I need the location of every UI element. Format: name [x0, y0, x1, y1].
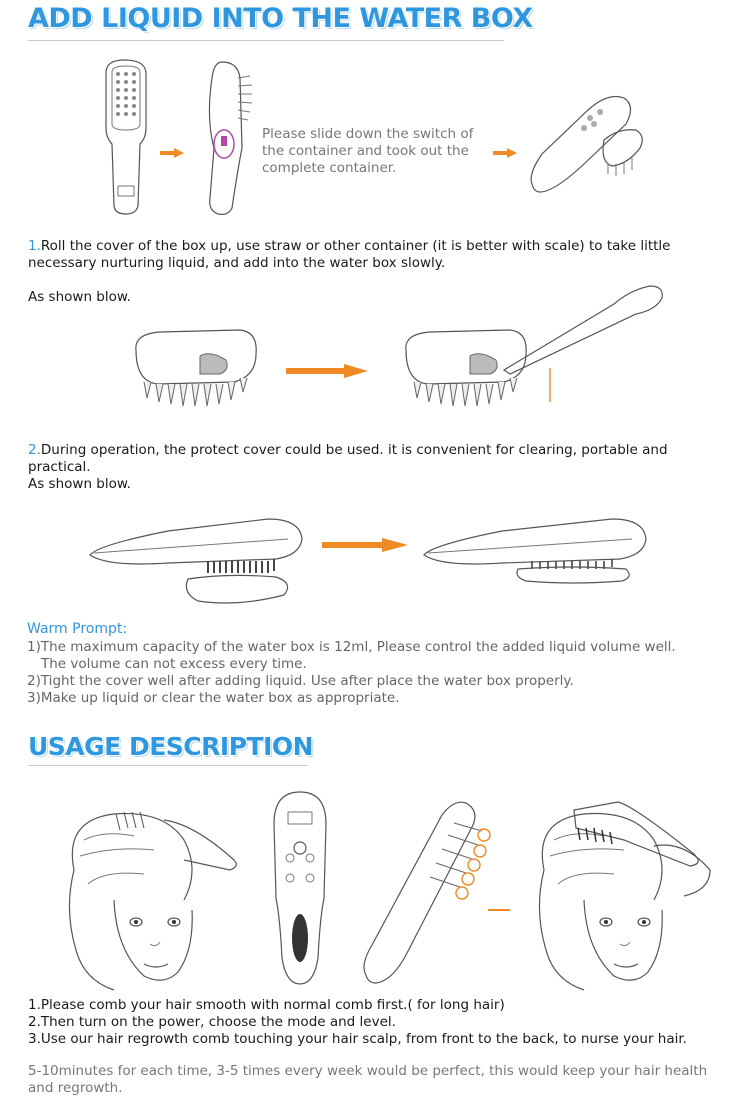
warm-prompt-title: Warm Prompt:	[27, 621, 128, 637]
usage-frequency-note: 5-10minutes for each time, 3-5 times every week would be perfect, this would keep your hair health and regrowth.	[28, 1063, 708, 1096]
heading-rule	[28, 765, 308, 766]
comb-cover-illustration	[88, 515, 308, 610]
comb-front-buttons-illustration	[270, 788, 330, 988]
usage-steps	[28, 997, 728, 1048]
comb-side-illustration	[192, 58, 262, 218]
warm-prompt-list	[27, 639, 727, 707]
warm-prompt-item-3: 3)Make up liquid or clear the water box as appropriate.	[27, 690, 400, 706]
comb-front-illustration	[96, 58, 156, 218]
step-1-number: 1.	[28, 238, 41, 254]
arrow-right-icon	[160, 148, 184, 158]
warm-prompt-item-1-continued: The volume can not excess every time.	[41, 656, 307, 672]
container-caption: Please slide down the switch of the container and took out the complete container.	[262, 126, 474, 176]
head-combing-illustration	[44, 800, 244, 995]
section-heading-usage: USAGE DESCRIPTION	[28, 732, 314, 761]
warm-prompt-item-2: 2)Tight the cover well after adding liquid. Use after place the water box properly.	[27, 673, 574, 689]
comb-open-illustration	[528, 84, 648, 204]
step-2-body: During operation, the protect cover could be used. it is convenient for clearing, portable and practical.	[28, 442, 668, 475]
step-2-number: 2.	[28, 442, 41, 458]
heading-rule	[28, 40, 504, 41]
arrow-right-icon	[493, 148, 517, 158]
step-2-text	[28, 442, 728, 476]
comb-angled-illustration	[362, 795, 502, 985]
as-shown-note-1: As shown blow.	[28, 289, 131, 305]
warm-prompt-item-1: 1)The maximum capacity of the water box is 12ml, Please control the added liquid volume well.	[27, 639, 676, 655]
step-1-body: Roll the cover of the box up, use straw or other container (it is better with scale) to take little necessary nurturing liquid, and add into the water box slowly.	[28, 238, 671, 271]
water-box-straw-illustration	[400, 276, 670, 426]
step-1-text	[28, 238, 728, 272]
arrow-right-icon	[286, 364, 368, 378]
usage-step-2: 2.Then turn on the power, choose the mode and level.	[28, 1014, 396, 1030]
as-shown-note-2: As shown blow.	[28, 476, 131, 492]
comb-covered-illustration	[422, 515, 652, 590]
dash-icon	[488, 908, 512, 912]
usage-step-3: 3.Use our hair regrowth comb touching your hair scalp, from front to the back, to nurse your hair.	[28, 1031, 687, 1047]
usage-step-1: 1.Please comb your hair smooth with normal comb first.( for long hair)	[28, 997, 505, 1013]
arrow-right-icon	[322, 538, 408, 552]
section-heading-add-liquid: ADD LIQUID INTO THE WATER BOX	[28, 3, 533, 34]
water-box-illustration	[130, 320, 260, 420]
head-with-comb-illustration	[514, 800, 714, 995]
